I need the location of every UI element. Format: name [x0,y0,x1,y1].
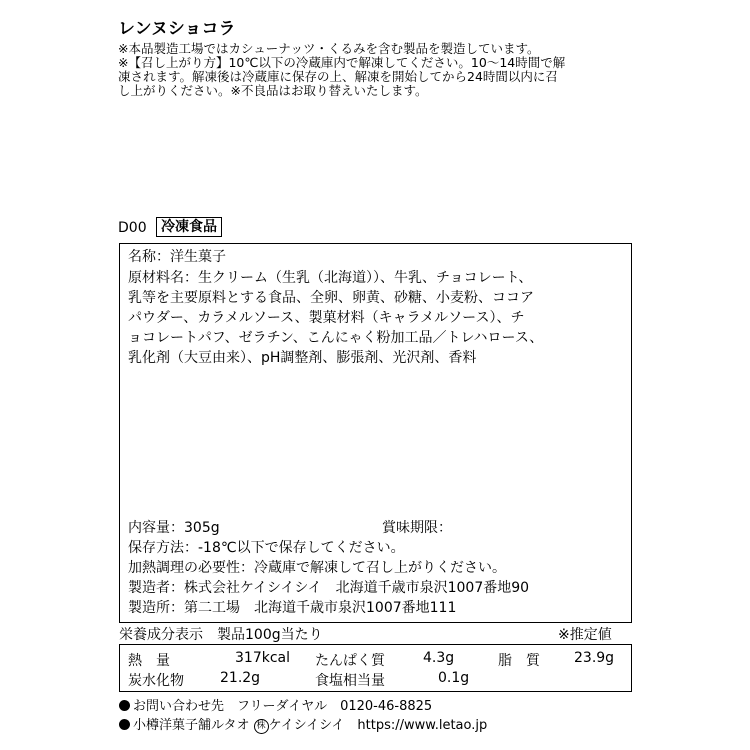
protein-value: 4.3g [423,650,455,666]
content-amount: 内容量：305g [128,520,220,536]
ingredients-line-4: ョコレートパフ、ゼラチン、こんにゃく粉加工品／トレハロース、 [128,330,544,346]
bullet-icon [119,700,130,711]
carbohydrate-label: 炭水化物 [128,673,184,689]
ingredients-line-3: パウダー、カラメルソース、製菓材料（キャラメルソース）、チ [128,310,525,326]
company-line [119,714,487,734]
ingredients-line-2: 乳等を主要原料とする食品、全卵、卵黄、砂糖、小麦粉、ココア [128,290,534,306]
frozen-food-badge: 冷凍食品 [156,217,222,237]
company-a: 小樽洋菓子舗ルタオ [133,718,250,733]
salt-label: 食塩相当量 [315,673,385,689]
product-title: レンヌショコラ [118,19,236,39]
energy-label: 熱 量 [128,653,170,669]
bullet-icon [119,719,130,730]
ingredients-line-5: 乳化剤（大豆由来）、pH調整剤、膨張剤、光沢剤、香料 [128,350,477,366]
salt-value: 0.1g [438,670,470,686]
fat-label: 脂 質 [498,653,540,669]
energy-value: 317kcal [235,650,290,666]
nutrition-table [119,644,632,692]
best-before: 賞味期限： [382,520,452,536]
product-name: 名称：洋生菓子 [128,249,226,265]
fat-value: 23.9g [574,650,615,666]
ingredients-line-1: 原材料名：生クリーム（生乳（北海道））、牛乳、チョコレート、 [128,270,533,286]
allergy-note: ※本品製造工場ではカシューナッツ・くるみを含む製品を製造しています。 [118,41,540,56]
inquiry-text: お問い合わせ先 フリーダイヤル 0120-46-8825 [133,699,433,714]
serving-note-line-1: ※【召し上がり方】10℃以下の冷蔵庫内で解凍してください。10～14時間で解 [118,55,566,70]
food-label-box [119,243,632,623]
lot-code: D00 [118,220,147,236]
estimate-note: ※推定値 [558,627,612,643]
serving-note-line-3: し上がりください。※不良品はお取り替えいたします。 [118,83,428,98]
carbohydrate-value: 21.2g [220,670,261,686]
manufacturer: 製造者：株式会社ケイシイシイ 北海道千歳市泉沢1007番地90 [128,580,530,596]
kabushiki-stamp: 株 [254,719,269,734]
company-b: ケイシイシイ https://www.letao.jp [268,718,488,733]
serving-note-line-2: 凍されます。解凍後は冷蔵庫に保存の上、解凍を開始してから24時間以内に召 [118,69,558,84]
protein-label: たんぱく質 [315,653,385,669]
heating-requirement: 加熱調理の必要性：冷蔵庫で解凍して召し上がりください。 [128,560,506,576]
inquiry-line [119,695,432,714]
factory: 製造所：第二工場 北海道千歳市泉沢1007番地111 [128,600,457,616]
nutrition-header: 栄養成分表示 製品100g当たり [119,627,323,643]
storage-method: 保存方法：-18℃以下で保存してください。 [128,540,405,556]
